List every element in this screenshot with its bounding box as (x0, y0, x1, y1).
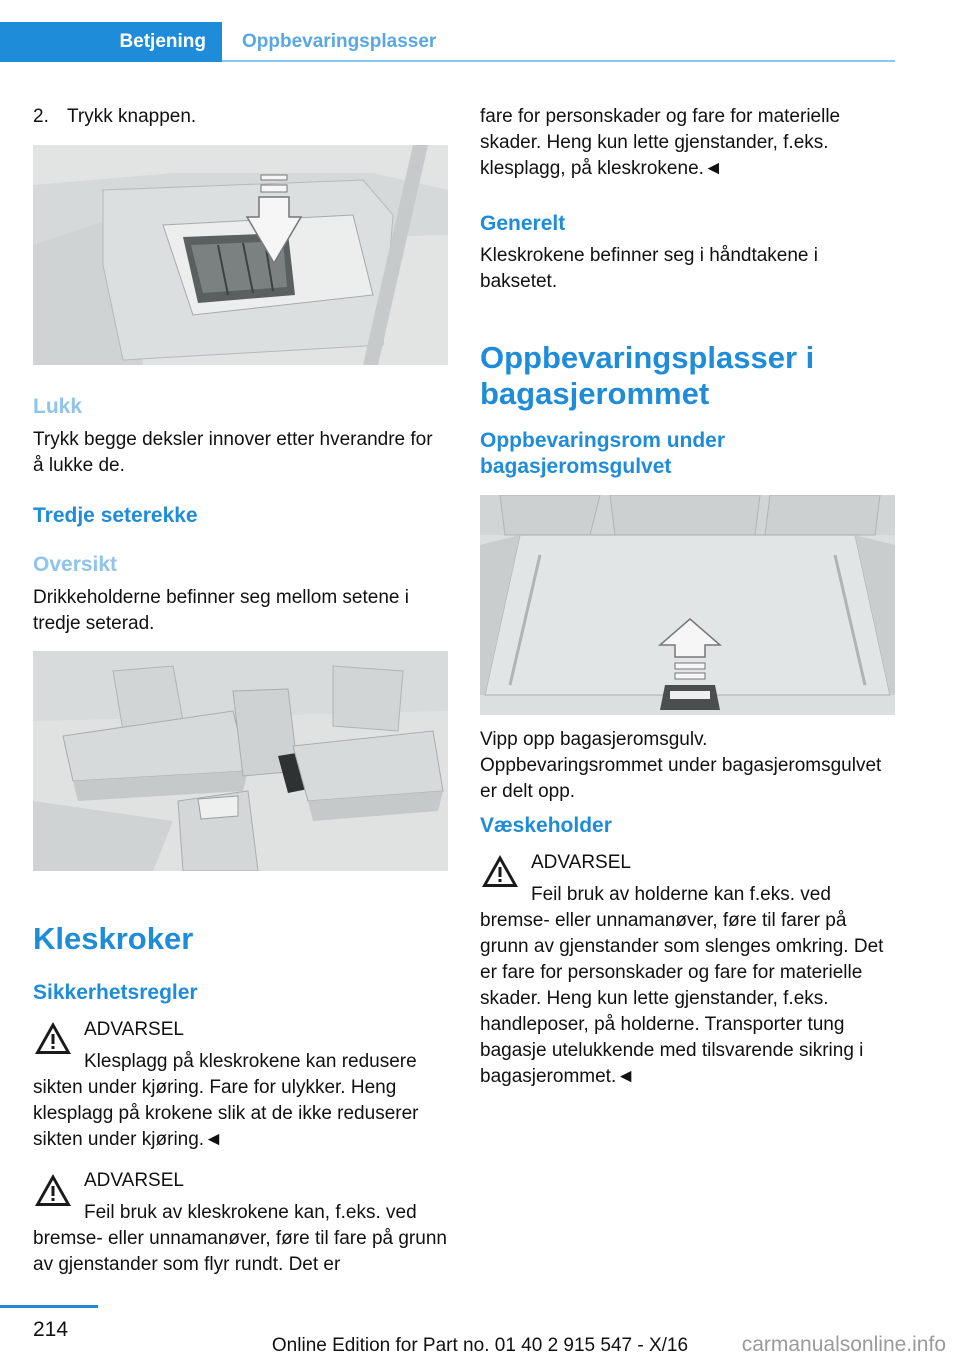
warning-triangle-icon (33, 1020, 73, 1056)
heading-oppbevaringsrom-under: Oppbevaringsrom under bagasjeromsgulvet (480, 429, 726, 478)
watermark: carmanualsonline.info (741, 1333, 946, 1356)
tab-oppbevaringsplasser[interactable]: Oppbevaringsplasser (242, 31, 437, 52)
heading-oppbevaringsplasser-bagasjerom: Oppbevaringsplasser i bagasjerommet (480, 340, 815, 411)
warning-label: ADVARSEL (531, 852, 631, 873)
step-text: Trykk knappen. (67, 106, 197, 127)
warning-label: ADVARSEL (84, 1170, 184, 1191)
warning-triangle-icon (480, 853, 520, 889)
oversikt-text: Drikkeholderne befinner seg mellom setene i tredje seterad. (33, 587, 409, 634)
warning-text: bremse- eller unnamanøver, føre til farer på grunn av gjenstander som slenges omkring. Det er fare for personskader og fare for materielle skader. Heng kun lette gjenstander, f.eks. handleposer, på holderne. Transporter tung bagasje utelukkende med tilsvarende sikring i bagasjerommet.◄ (480, 910, 884, 1087)
step-number: 2. (33, 106, 49, 127)
warning-text-first-line: Feil bruk av kleskrokene kan, f.eks. ved (84, 1202, 417, 1223)
third-row-seats-illustration (33, 651, 448, 871)
heading-kleskroker: Kleskroker (33, 921, 194, 956)
heading-tredje-seterekke: Tredje seterekke (33, 504, 198, 527)
vipp-text: Vipp opp bagasjeromsgulv. Oppbevaringsrommet under bagasjeromsgulvet er delt opp. (480, 729, 882, 802)
edition-footer: Online Edition for Part no. 01 40 2 915 547 - X/16 (271, 1335, 689, 1356)
warning-triangle-icon (33, 1172, 73, 1208)
continued-text: fare for personskader og fare for materielle skader. Heng kun lette gjenstander, f.eks. klesplagg, på kleskrokene.◄ (480, 106, 841, 179)
heading-sikkerhetsregler: Sikkerhetsregler (33, 981, 198, 1004)
header-rule (222, 60, 895, 62)
luggage-floor-illustration (480, 495, 895, 715)
page-number: 214 (33, 1318, 69, 1341)
armrest-button-illustration (33, 145, 448, 365)
heading-lukk: Lukk (33, 395, 83, 418)
page-header (0, 0, 895, 62)
generelt-text: Kleskrokene befinner seg i håndtakene i baksetet. (480, 245, 819, 292)
warning-label: ADVARSEL (84, 1019, 184, 1040)
lukk-text: Trykk begge deksler innover etter hverandre for å lukke de. (33, 429, 433, 476)
warning-text: bremse- eller unnamanøver, føre til fare på grunn av gjenstander som flyr rundt. Det er (33, 1228, 447, 1275)
warning-text: sikten under kjøring. Fare for ulykker. Heng klesplagg på krokene slik at de ikke reduserer sikten under kjøring.◄ (33, 1077, 419, 1150)
heading-generelt: Generelt (480, 212, 566, 235)
warning-text-first-line: Klesplagg på kleskrokene kan redusere (84, 1051, 417, 1072)
heading-vaeskeholder: Væskeholder (480, 814, 612, 837)
tab-betjening[interactable]: Betjening (0, 22, 222, 62)
warning-text-first-line: Feil bruk av holderne kan f.eks. ved (531, 884, 831, 905)
page-number-rule (0, 1305, 98, 1308)
heading-oversikt: Oversikt (33, 553, 118, 576)
